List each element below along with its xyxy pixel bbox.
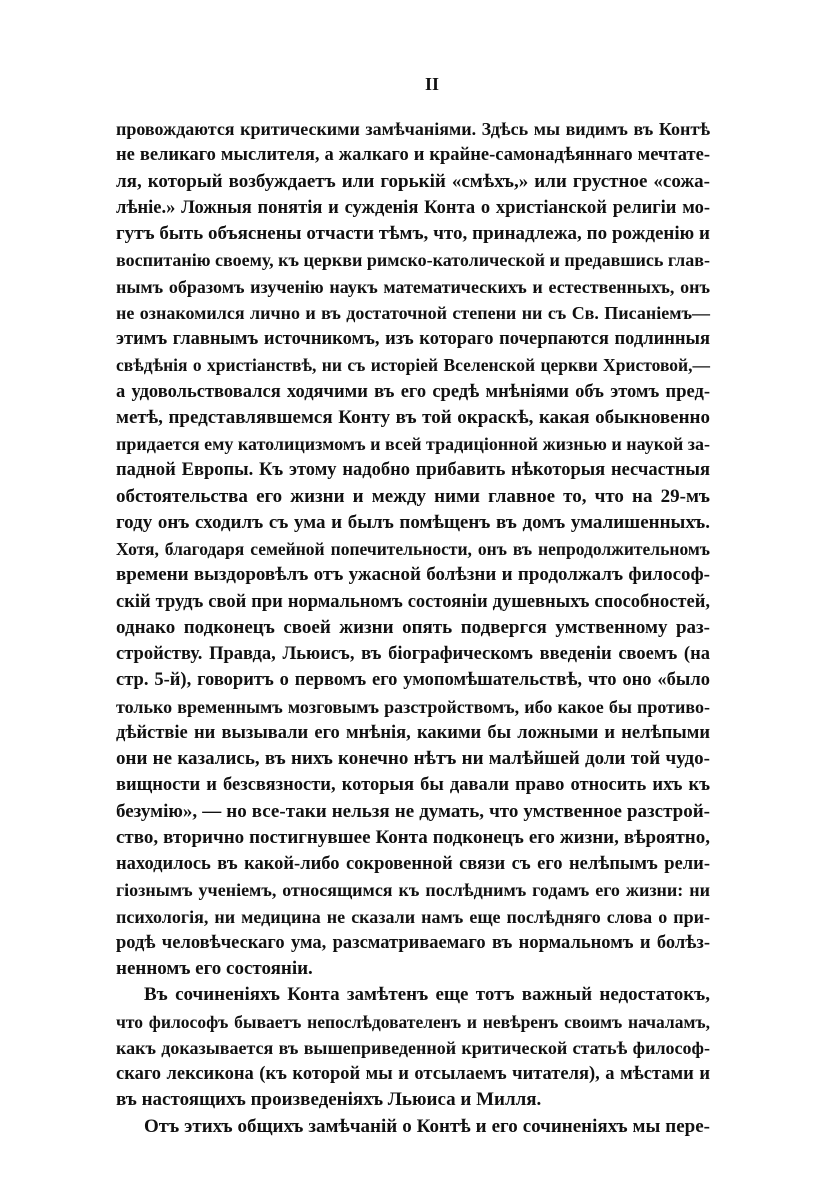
text-line: не великаго мыслителя, а жалкаго и крайне-самонадѣяннаго мечтате- xyxy=(116,145,710,166)
text-line: придается ему католицизмомъ и всей традиціонной жизнью и наукой за- xyxy=(116,434,710,454)
text-line: безумію», — но все-таки нельзя не думать, что умственное разстрой- xyxy=(116,800,710,822)
text-line: родѣ человѣческаго ума, разсматриваемаго въ нормальномъ и болѣз- xyxy=(116,932,710,953)
text-line: скій трудъ свой при нормальномъ состояніи душевныхъ способностей, xyxy=(116,591,710,612)
text-line: воспитанію своему, къ церкви римско-католической и предавшись глав- xyxy=(116,250,710,271)
text-line: провождаются критическими замѣчаніями. Здѣсь мы видимъ въ Контѣ xyxy=(116,119,710,139)
text-line: падной Европы. Къ этому надобно прибавить нѣкоторыя несчастныя xyxy=(116,460,710,481)
text-line: лѣніе.» Ложныя понятія и сужденія Конта о христіанской религіи мо- xyxy=(116,197,710,218)
text-line: стройству. Правда, Льюисъ, въ біографическомъ введеніи своемъ (на xyxy=(116,644,710,664)
text-line: находилось въ какой-либо сокровенной связи съ его нелѣпымъ рели- xyxy=(116,854,710,874)
text-line: скаго лексикона (къ которой мы и отсылаемъ читателя), а мѣстами и xyxy=(116,1064,710,1084)
paragraph-end-line: въ настоящихъ произведеніяхъ Льюиса и Милля. xyxy=(116,1089,542,1111)
text-line: они не казались, въ нихъ конечно нѣтъ ни малѣйшей доли той чудо- xyxy=(116,748,710,769)
text-line: гутъ быть объяснены отчасти тѣмъ, что, принадлежа, по рожденію и xyxy=(116,223,710,244)
text-line: а удовольствовался ходячими въ его средѣ мнѣніями объ этомъ пред- xyxy=(116,381,710,402)
text-line: обстоятельства его жизни и между ними главное то, что на 29-мъ xyxy=(116,485,710,507)
text-line: времени выздоровѣлъ отъ ужасной болѣзни и продолжалъ философ- xyxy=(116,564,710,586)
paragraph-end-line: ненномъ его состояніи. xyxy=(116,958,313,979)
text-line: Хотя, благодаря семейной попечительности, онъ въ непродолжительномъ xyxy=(116,539,710,559)
text-line: свѣдѣнія о христіанствѣ, ни съ исторіей Вселенской церкви Христовой,— xyxy=(116,355,710,376)
text-line: нымъ образомъ изученію наукъ математическихъ и естественныхъ, онъ xyxy=(116,276,710,297)
text-line: что философъ бываетъ непослѣдователенъ и невѣренъ своимъ началамъ, xyxy=(116,1011,710,1032)
text-line: какъ доказывается въ вышеприведенной критической статьѣ философ- xyxy=(116,1037,710,1058)
text-line: году онъ сходилъ съ ума и былъ помѣщенъ въ домъ умалишенныхъ. xyxy=(116,511,710,533)
text-line: гіознымъ ученіемъ, относящимся къ послѣднимъ годамъ его жизни: ни xyxy=(116,880,710,901)
text-line: дѣйствіе ни вызывали его мнѣнія, какими бы ложными и нелѣпыми xyxy=(116,722,710,743)
text-line: вищности и безсвязности, которыя бы давали право относить ихъ къ xyxy=(116,775,710,796)
text-line: не ознакомился лично и въ достаточной степени ни съ Св. Писаніемъ— xyxy=(116,302,710,323)
text-line: ля, который возбуждаетъ или горькій «смѣхъ,» или грустное «сожа- xyxy=(116,170,710,192)
text-line: стр. 5-й), говоритъ о первомъ его умопомѣшательствѣ, что оно «было xyxy=(116,670,710,691)
text-line: ство, вторично постигнувшее Конта подконецъ его жизни, вѣроятно, xyxy=(116,826,710,848)
paragraph-start-line: Отъ этихъ общихъ замѣчаній о Контѣ и его сочиненіяхъ мы пере- xyxy=(144,1115,710,1137)
text-line: метѣ, представлявшемся Конту въ той окраскѣ, какая обыкновенно xyxy=(116,406,710,428)
text-line: однако подконецъ своей жизни опять подвергся умственному раз- xyxy=(116,616,710,638)
text-line: психологія, ни медицина не сказали намъ еще послѣдняго слова о при- xyxy=(116,906,710,927)
paragraph-start-line: Въ сочиненіяхъ Конта замѣтенъ еще тотъ важный недостатокъ, xyxy=(144,984,710,1006)
body-text xyxy=(116,116,710,1140)
page-number: II xyxy=(424,74,439,94)
text-line: этимъ главнымъ источникомъ, изъ котораго почерпаются подлинныя xyxy=(116,329,710,349)
text-line: только временнымъ мозговымъ разстройствомъ, ибо какое бы противо- xyxy=(116,696,710,717)
